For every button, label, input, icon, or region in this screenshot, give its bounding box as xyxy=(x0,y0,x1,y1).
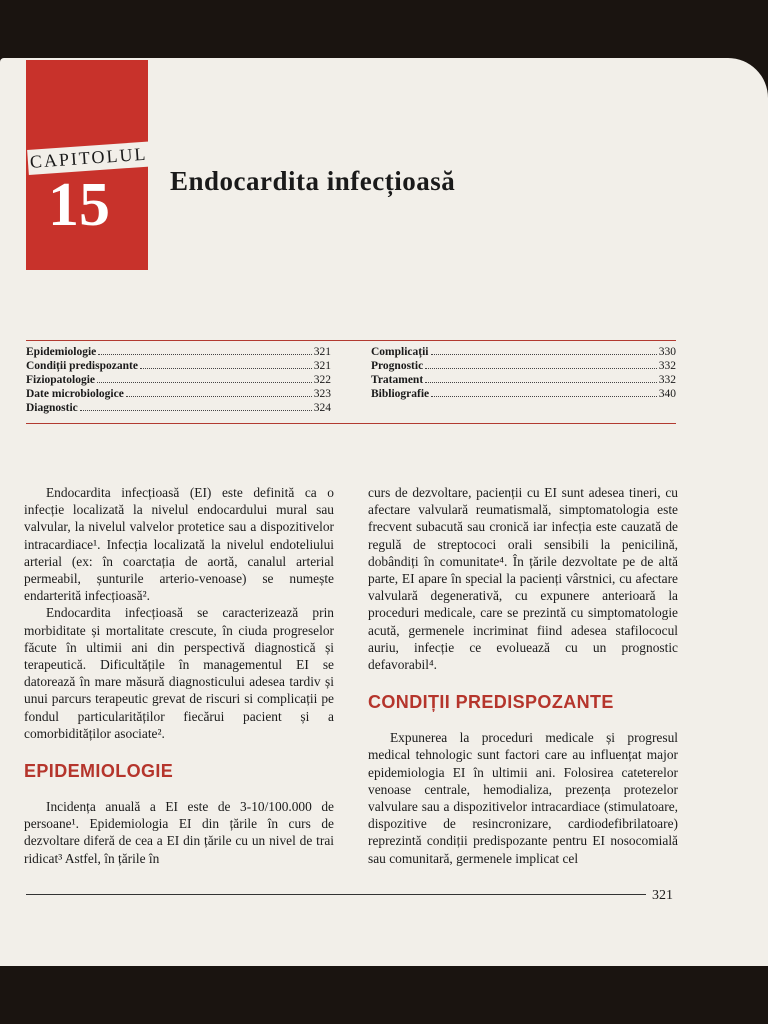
toc-page: 332 xyxy=(658,360,676,372)
toc-page: 323 xyxy=(313,388,331,400)
toc-leader xyxy=(98,354,311,355)
toc-label: Date microbiologice xyxy=(26,388,124,400)
book-page xyxy=(0,58,768,966)
continued-paragraph: curs de dezvoltare, pacienții cu EI sunt adesea tineri, cu afectare valvulară reumatismală, simptomatologia este frecvent subacută sau cronică iar infecția este cauzată de regulă de streptococi orali sensibili la penicilină, dobândiți în comunitate⁴. În țările dezvoltate pe de altă parte, EI apare în special la pacienți vârstnici, cu afectare valvulară degenerativă, cu expunere anterioară la proceduri medicale, care se prezintă cu simptomatologie acută, germenele incriminat fiind adesea stafilococul auriu, infecție ce evoluează cu un prognostic defavorabil⁴. xyxy=(368,485,678,673)
toc-leader xyxy=(431,354,657,355)
toc-page: 322 xyxy=(313,374,331,386)
toc-label: Diagnostic xyxy=(26,402,78,414)
toc-entry xyxy=(26,387,331,401)
chapter-label: CAPITOLUL xyxy=(27,141,152,175)
toc-page: 340 xyxy=(658,388,676,400)
page-number: 321 xyxy=(652,888,673,903)
toc-left-column xyxy=(26,341,331,423)
toc-page: 321 xyxy=(313,346,331,358)
toc-entry xyxy=(26,373,331,387)
toc-right-column xyxy=(371,341,676,423)
toc-leader xyxy=(97,382,312,383)
left-column xyxy=(24,484,334,884)
conditii-paragraph: Expunerea la proceduri medicale și progresul medical tehnologic sunt factori care au influențat major epidemiologia EI în ultimii ani. Folosirea cateterelor venoase centrale, hemodializa, prezența protezelor valvulare sau a dispozitivelor intracardiace (stimulatoare, dispozitive de resincronizare, cardiodefibrilatoare) reprezintă condiții predispozante pentru EI nosocomială sau comunitară, germenele implicat cel xyxy=(368,730,678,866)
toc-leader xyxy=(425,368,657,369)
toc-label: Fiziopatologie xyxy=(26,374,95,386)
toc-label: Prognostic xyxy=(371,360,424,372)
heading-epidemiologie: EPIDEMIOLOGIE xyxy=(24,761,174,782)
body-columns xyxy=(24,484,678,884)
toc-label: Tratament xyxy=(371,374,424,386)
toc-entry xyxy=(371,373,676,387)
toc-leader xyxy=(431,396,657,397)
table-of-contents xyxy=(26,340,676,424)
toc-label: Bibliografie xyxy=(371,388,430,400)
chapter-number: 15 xyxy=(48,171,110,239)
toc-page: 321 xyxy=(313,360,331,372)
toc-leader xyxy=(126,396,312,397)
toc-leader xyxy=(425,382,657,383)
heading-conditii-predispozante: CONDIȚII PREDISPOZANTE xyxy=(368,692,614,713)
toc-entry xyxy=(26,345,331,359)
toc-label: Epidemiologie xyxy=(26,346,97,358)
toc-page: 332 xyxy=(658,374,676,386)
footer-rule xyxy=(26,894,646,895)
toc-entry xyxy=(26,401,331,415)
toc-entry xyxy=(371,345,676,359)
right-column xyxy=(368,484,678,884)
toc-entry xyxy=(371,387,676,401)
toc-page: 330 xyxy=(658,346,676,358)
toc-entry xyxy=(371,359,676,373)
intro-paragraph-2: Endocardita infecțioasă se caracterizează prin morbiditate și mortalitate crescute, în ciuda progreselor făcute în ultimii ani din perspectivă diagnostică și terapeutică. Dificultățile în managementul EI se datorează în mare măsură diagnosticului adesea tardiv și unui parcurs terapeutic grevat de riscuri si complicații pe fondul particularităților fiecărui pacient și a comorbidităților asociate². xyxy=(24,605,334,741)
toc-label: Condiții predispozante xyxy=(26,360,138,372)
chapter-title: Endocardita infecțioasă xyxy=(170,166,456,196)
toc-label: Complicații xyxy=(371,346,429,358)
toc-leader xyxy=(140,368,312,369)
toc-page: 324 xyxy=(313,402,331,414)
toc-entry xyxy=(26,359,331,373)
epidemiologie-paragraph: Incidența anuală a EI este de 3-10/100.000 de persoane¹. Epidemiologia EI din țările în curs de dezvoltare diferă de cea a EI din țările cu un nivel de trai ridicat³ Astfel, în țările în xyxy=(24,799,334,866)
toc-leader xyxy=(80,410,312,411)
intro-paragraph-1: Endocardita infecțioasă (EI) este definită ca o infecție localizată la nivelul endocardului mural sau valvular, la nivelul valvelor protetice sau a dispozitivelor intracardiace¹. Infecția localizată la nivelul endoteliului arterial (ex: în coarctația de aortă, canalul arterial permeabil, șunturile arterio-venoase) se numește endarterită infecțioasă². xyxy=(24,485,334,604)
